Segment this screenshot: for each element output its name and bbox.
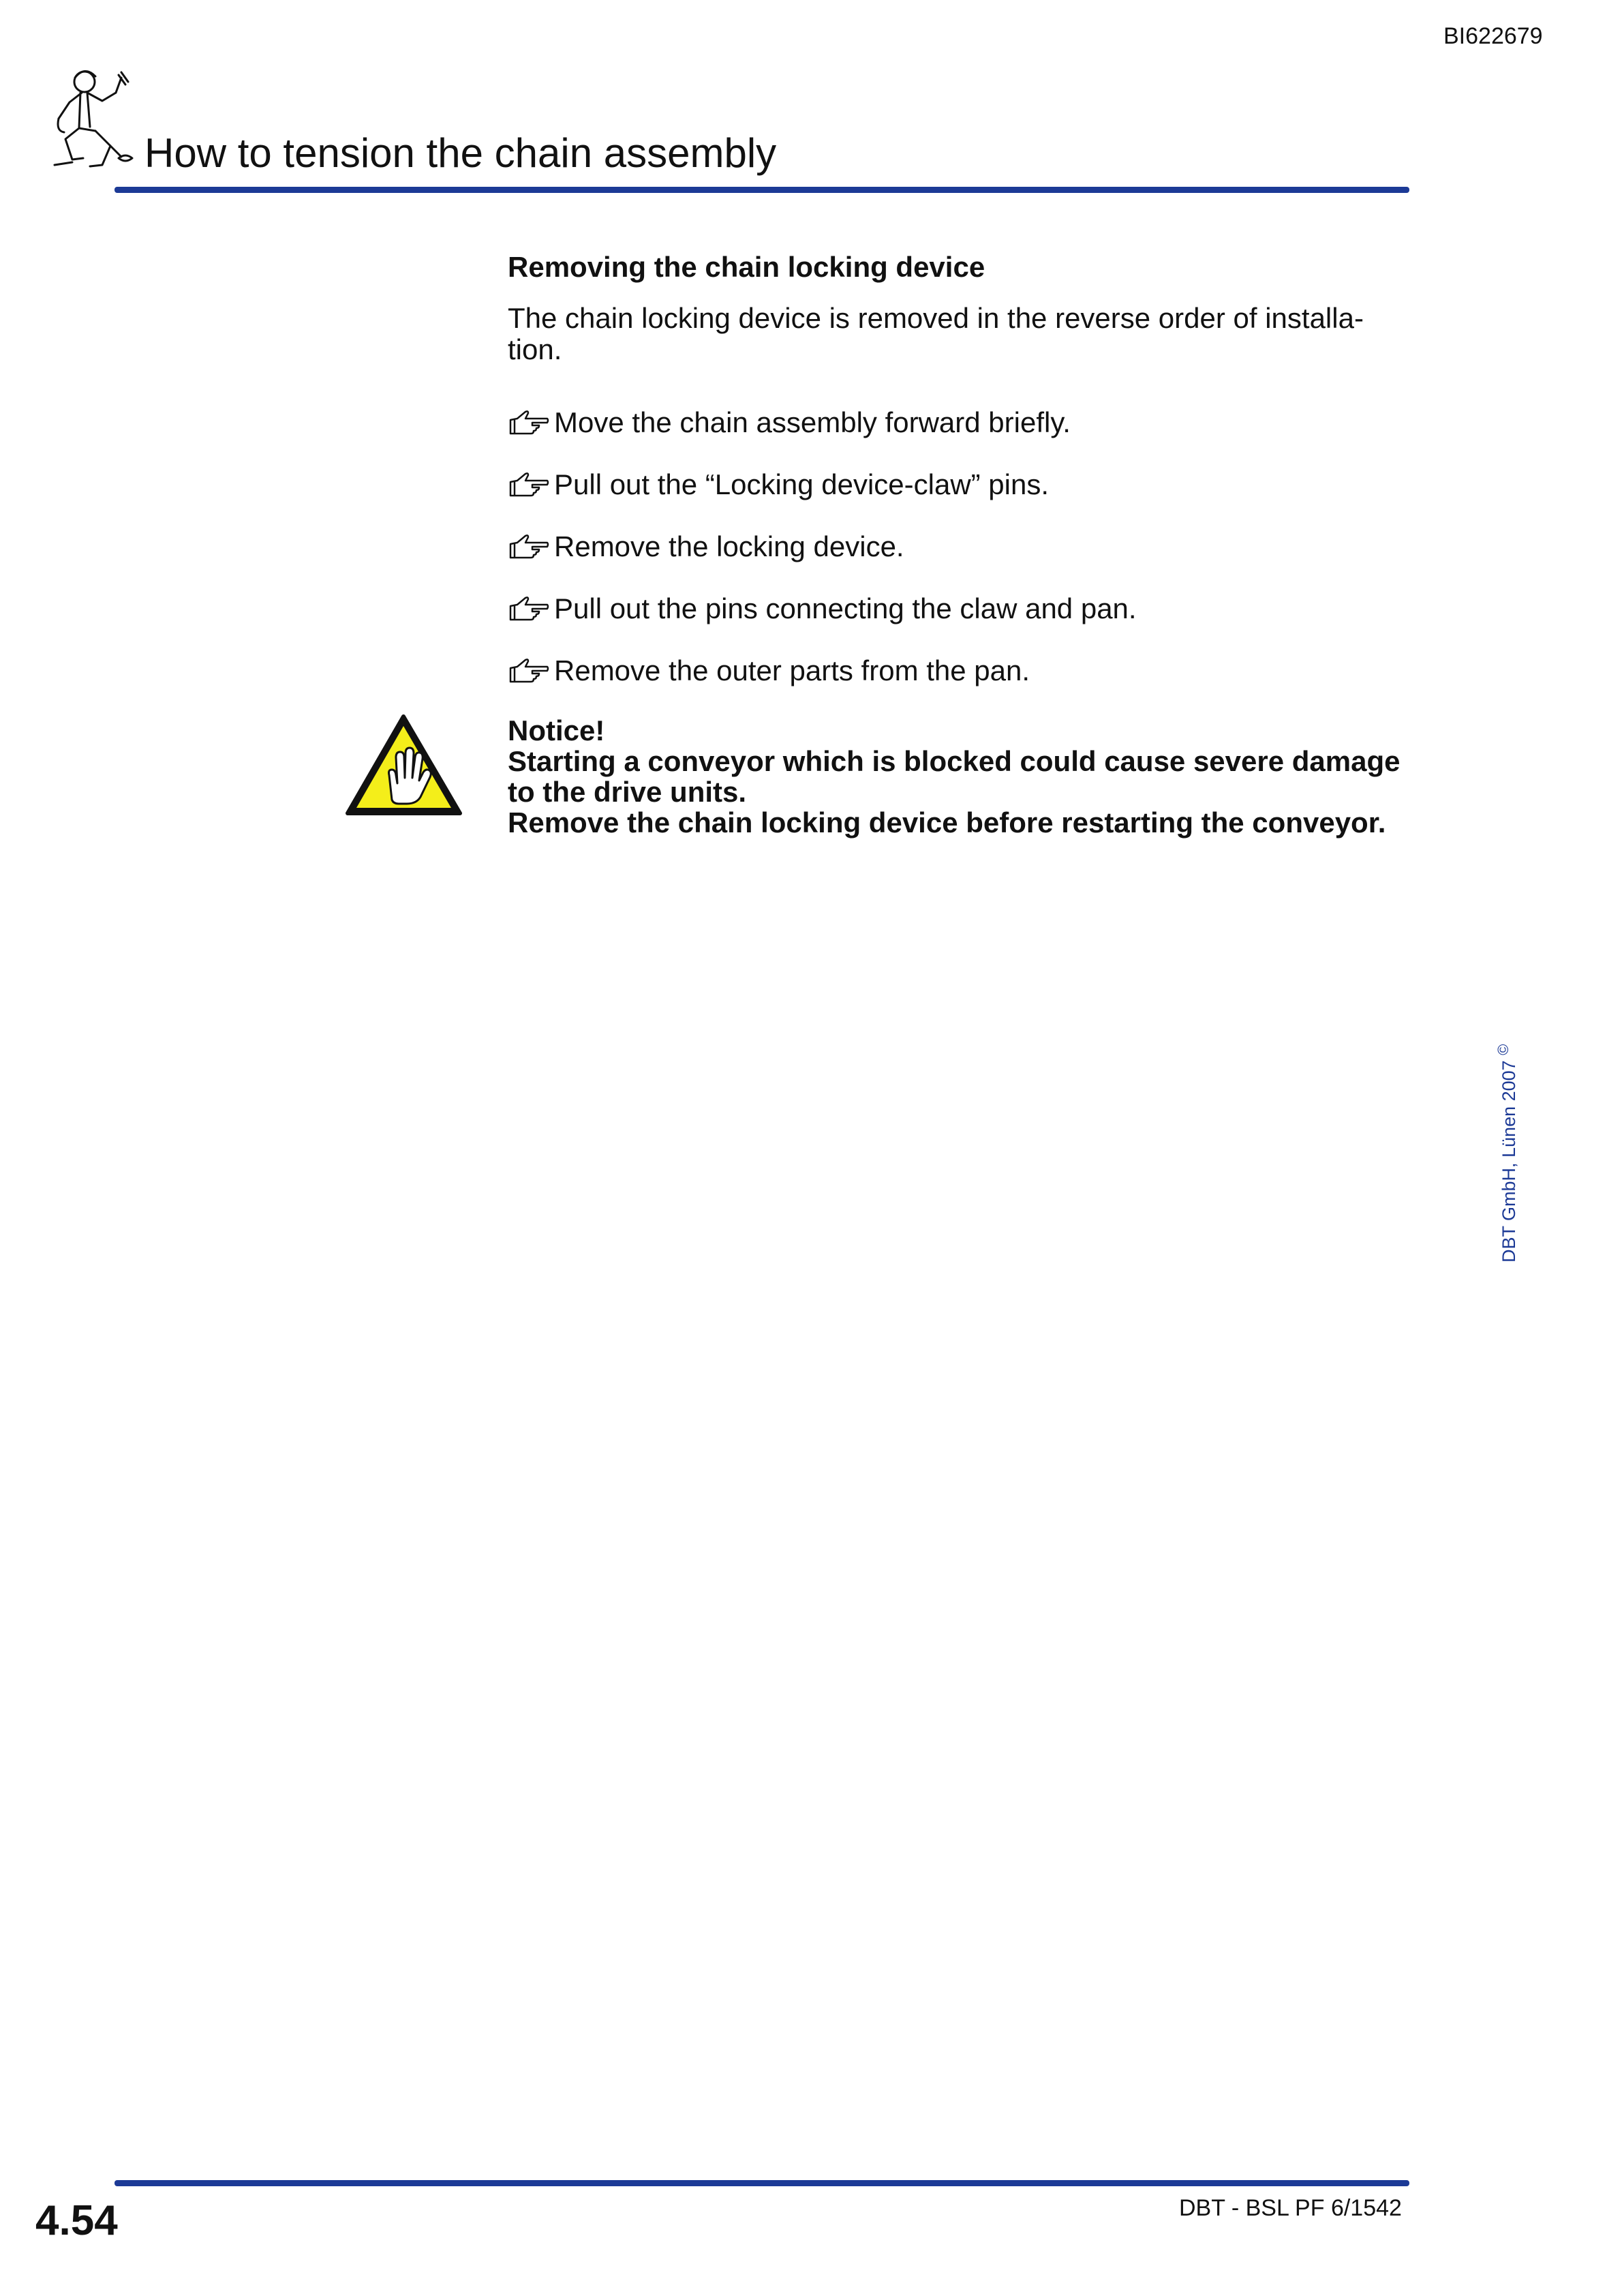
notice-text: Remove the chain locking device before restarting the conveyor. [508, 806, 1386, 839]
step-item [508, 515, 1418, 577]
pointing-hand-icon [508, 471, 550, 498]
pointing-hand-icon [508, 409, 550, 436]
main-content [508, 251, 1418, 838]
step-text: Move the chain assembly forward briefly. [554, 406, 1071, 438]
copyright-text: DBT GmbH, Lünen 2007 [1499, 1060, 1519, 1263]
header-rule [114, 187, 1409, 193]
pointing-hand-icon [508, 595, 550, 622]
pointing-hand-icon [508, 657, 550, 684]
worker-with-tools-icon [45, 63, 147, 172]
step-text: Pull out the pins connecting the claw and pan. [554, 592, 1137, 624]
pointing-hand-icon [508, 533, 550, 560]
footer-reference: DBT - BSL PF 6/1542 [1179, 2195, 1402, 2221]
intro-text: The chain locking device is removed in the reverse order of installa-tion. [508, 302, 1364, 366]
step-item [508, 639, 1418, 701]
document-id: BI622679 [1443, 23, 1543, 49]
step-item [508, 453, 1418, 515]
notice-block [508, 715, 1418, 838]
footer-rule [114, 2180, 1409, 2186]
step-text: Remove the locking device. [554, 530, 904, 562]
page-title: How to tension the chain assembly [144, 130, 777, 176]
step-text: Pull out the “Locking device-claw” pins. [554, 468, 1050, 500]
notice-heading: Notice! [508, 714, 605, 747]
step-list [508, 391, 1418, 701]
notice-text: Starting a conveyor which is blocked could cause severe damage to the drive units. [508, 745, 1401, 809]
copyright-symbol: © [1495, 1044, 1512, 1055]
warning-hand-icon [344, 712, 463, 818]
page-number: 4.54 [35, 2197, 118, 2244]
step-text: Remove the outer parts from the pan. [554, 654, 1030, 686]
step-item [508, 577, 1418, 639]
step-item [508, 391, 1418, 453]
section-heading: Removing the chain locking device [508, 251, 985, 283]
copyright-note [1491, 1044, 1519, 1263]
